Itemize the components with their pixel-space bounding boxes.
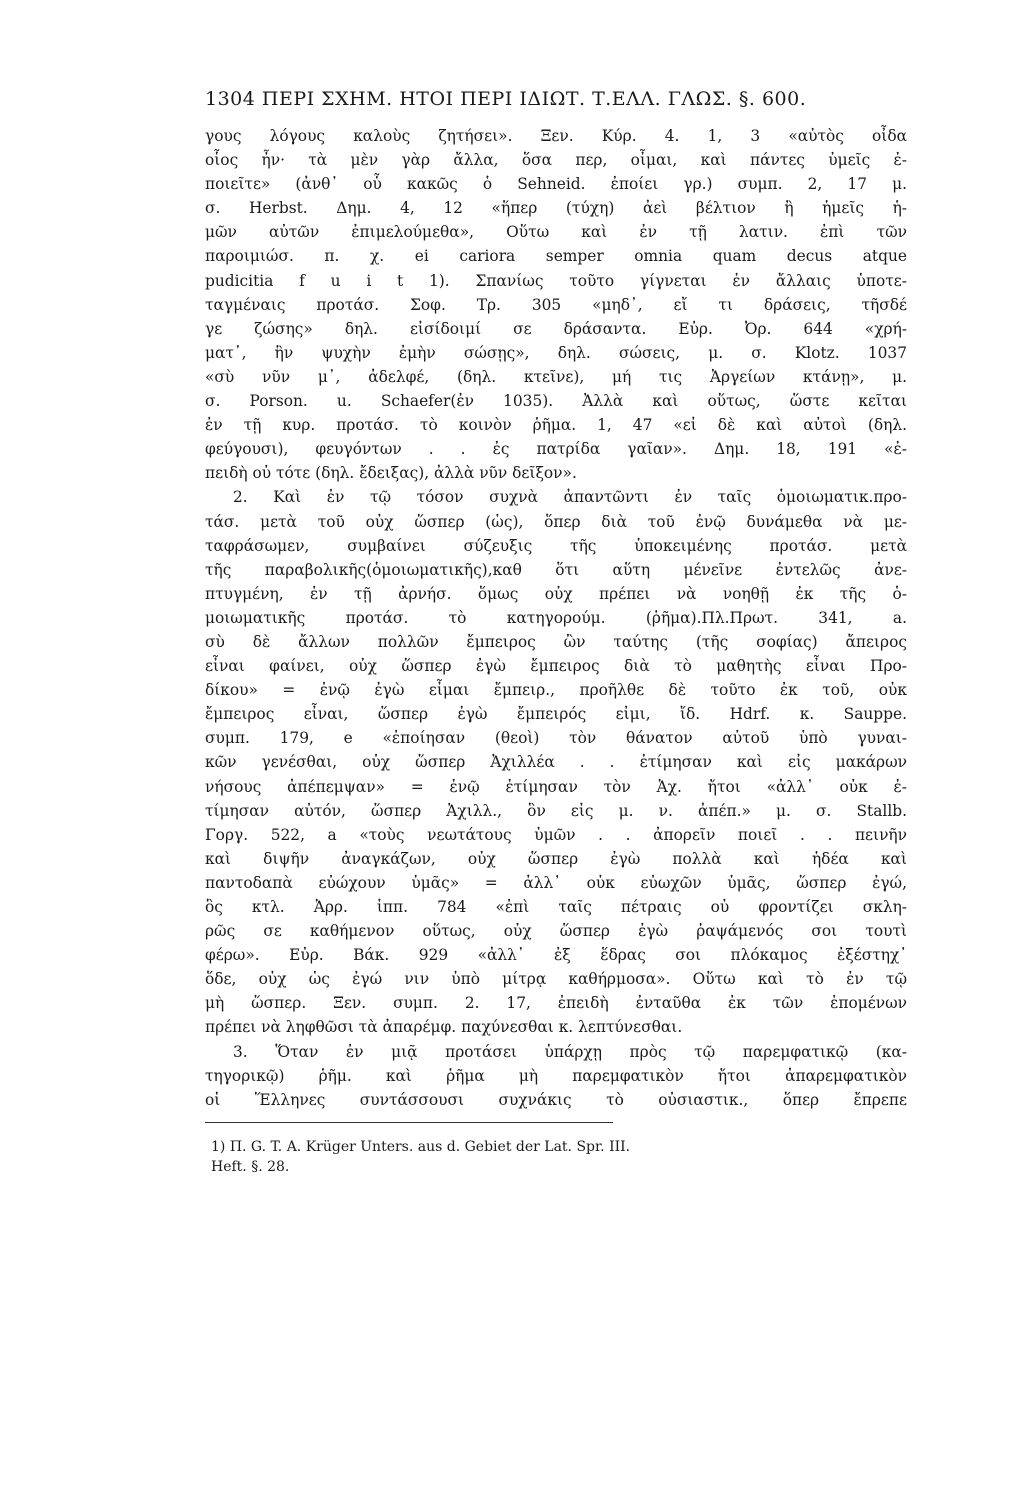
text-line: «σὺ νῦν μ᾽, ἀδελφέ, (δηλ. κτεῖνε), μή τις Ἀργείων κτάνῃ», μ.	[205, 367, 907, 386]
text-line: μὴ ὥσπερ. Ξεν. συμπ. 2. 17, ἐπειδὴ ἐνταῦθα ἐκ τῶν ἑπομένων	[205, 994, 907, 1013]
text-line: Γοργ. 522, a «τοὺς νεωτάτους ὑμῶν . . ἀπορεῖν ποιεῖ . . πεινῆν	[205, 825, 907, 844]
text-line: ἔμπειρος εἶναι, ὥσπερ ἐγὼ ἔμπειρός εἰμι, ἴδ. Hdrf. κ. Sauppe.	[205, 705, 907, 724]
text-line: εἶναι φαίνει, οὐχ ὥσπερ ἐγὼ ἔμπειρος διὰ τὸ μαθητὴς εἶναι Προ-	[205, 657, 907, 676]
text-line: γους λόγους καλοὺς ζητήσει». Ξεν. Κύρ. 4. 1, 3 «αὐτὸς οἶδα	[205, 127, 907, 145]
text-line: ταγμέναις προτάσ. Σοφ. Τρ. 305 «μηδ᾽, εἴ τι δράσεις, τῆσδέ	[205, 295, 907, 314]
footnote-divider	[205, 1122, 613, 1123]
text-line: σ. Herbst. Δημ. 4, 12 «ἥπερ (τύχη) ἀεὶ βέλτιον ἢ ἡμεῖς ἡ-	[205, 199, 907, 218]
text-line: τάσ. μετὰ τοῦ οὐχ ὥσπερ (ὡς), ὅπερ διὰ τοῦ ἐνῷ δυνάμεθα νὰ με-	[205, 512, 907, 531]
footnote-line: Heft. §. 28.	[211, 1158, 290, 1175]
text-line: ματ᾽, ἣν ψυχὴν ἐμὴν σώσῃς», δηλ. σώσεις, μ. σ. Klotz. 1037	[205, 343, 907, 362]
text-line: ρῶς σε καθήμενον οὕτως, οὐχ ὥσπερ ἐγὼ ῥαψάμενός σοι τουτὶ	[205, 922, 907, 941]
text-line: μῶν αὐτῶν ἐπιμελούμεθα», Οὕτω καὶ ἐν τῇ λατιν. ἐπὶ τῶν	[205, 223, 907, 242]
text-line: οἷος ἦν· τὰ μὲν γὰρ ἄλλα, ὅσα περ, οἶμαι, καὶ πάντες ὑμεῖς ἐ-	[205, 151, 907, 170]
body-text	[205, 124, 907, 1112]
text-line: φεύγουσι), φευγόντων . . ἐς πατρίδα γαῖαν». Δημ. 18, 191 «ἐ-	[205, 440, 907, 459]
text-line: μοιωματικῆς προτάσ. τὸ κατηγορούμ. (ῥῆμα).Πλ.Πρωτ. 341, a.	[205, 608, 907, 627]
text-line: φέρω». Εὐρ. Βάκ. 929 «ἀλλ᾽ ἐξ ἕδρας σοι πλόκαμος ἐξέστηχ᾽	[205, 946, 907, 965]
text-line: ταφράσωμεν, συμβαίνει σύζευξις τῆς ὑποκειμένης προτάσ. μετὰ	[205, 536, 907, 555]
footnote-line: 1) Π. G. T. A. Krüger Unters. aus d. Gebiet der Lat. Spr. III.	[211, 1138, 631, 1155]
paragraph-start-3: 3. Ὅταν ἐν μιᾷ προτάσει ὑπάρχῃ πρὸς τῷ παρεμφατικῷ (κα-	[233, 1042, 907, 1061]
text-line: κῶν γενέσθαι, οὐχ ὥσπερ Ἀχιλλέα . . ἐτίμησαν καὶ εἰς μακάρων	[205, 753, 907, 772]
book-page	[205, 88, 907, 1177]
text-line: νήσους ἀπέπεμψαν» = ἐνῷ ἐτίμησαν τὸν Ἀχ. ἤτοι «ἀλλ᾽ οὐκ ἐ-	[205, 777, 907, 796]
text-line: δίκου» = ἐνῷ ἐγὼ εἶμαι ἔμπειρ., προῆλθε δὲ τοῦτο ἐκ τοῦ, οὐκ	[205, 681, 907, 700]
text-line: πειδὴ οὐ τότε (δηλ. ἔδειξας), ἀλλὰ νῦν δεῖξον».	[205, 464, 577, 483]
text-line: σὺ δὲ ἄλλων πολλῶν ἔμπειρος ὢν ταύτης (τῆς σοφίας) ἄπειρος	[205, 632, 907, 651]
text-line: ἐν τῇ κυρ. προτάσ. τὸ κοινὸν ῥῆμα. 1, 47 «εἰ δὲ καὶ αὐτοὶ (δηλ.	[205, 416, 907, 435]
text-line: παροιμιώσ. π. χ. ei cariora semper omnia quam decus atque	[205, 247, 907, 266]
text-line: πρέπει νὰ ληφθῶσι τὰ ἀπαρέμφ. παχύνεσθαι κ. λεπτύνεσθαι.	[205, 1018, 683, 1037]
running-head: 1304 ΠΕΡΙ ΣΧΗΜ. ΗΤΟΙ ΠΕΡΙ ΙΔΙΩΤ. Τ.ΕΛΛ. ΓΛΩΣ. §. 600.	[205, 88, 807, 110]
text-line: καὶ διψῆν ἀναγκάζων, οὐχ ὥσπερ ἐγὼ πολλὰ καὶ ἡδέα καὶ	[205, 849, 907, 868]
text-line: ὅδε, οὐχ ὡς ἐγώ νιν ὑπὸ μίτρᾳ καθήρμοσα». Οὕτω καὶ τὸ ἐν τῷ	[205, 970, 907, 989]
text-line: pudicitia f u i t 1). Σπανίως τοῦτο γίγνεται ἐν ἄλλαις ὑποτε-	[205, 271, 907, 290]
text-line: πτυγμένη, ἐν τῇ ἀρνήσ. ὅμως οὐχ πρέπει νὰ νοηθῇ ἐκ τῆς ὁ-	[205, 584, 907, 603]
text-line: παντοδαπὰ εὐώχουν ὑμᾶς» = ἀλλ᾽ οὐκ εὐωχῶν ὑμᾶς, ὥσπερ ἐγώ,	[205, 873, 907, 892]
text-line: τίμησαν αὐτόν, ὥσπερ Ἀχιλλ., ὃν εἰς μ. ν. ἀπέπ.» μ. σ. Stallb.	[205, 801, 907, 820]
text-line: τηγορικῷ) ῥῆμ. καὶ ῥῆμα μὴ παρεμφατικὸν ἤτοι ἀπαρεμφατικὸν	[205, 1066, 907, 1085]
text-line: οἱ Ἕλληνες συντάσσουσι συχνάκις τὸ οὐσιαστικ., ὅπερ ἔπρεπε	[205, 1090, 907, 1109]
text-line: σ. Porson. u. Schaefer(ἐν 1035). Ἀλλὰ καὶ οὕτως, ὥστε κεῖται	[205, 392, 907, 411]
paragraph-start-2: 2. Καὶ ἐν τῷ τόσον συχνὰ ἀπαντῶντι ἐν ταῖς ὁμοιωματικ.προ-	[233, 488, 907, 507]
text-line: συμπ. 179, e «ἐποίησαν (θεοὶ) τὸν θάνατον αὐτοῦ ὑπὸ γυναι-	[205, 729, 907, 748]
text-line: γε ζώσης» δηλ. εἰσίδοιμί σε δράσαντα. Εὐρ. Ὀρ. 644 «χρή-	[205, 319, 907, 338]
text-line: ὃς κτλ. Ἀρρ. ἱππ. 784 «ἐπὶ ταῖς πέτραις οὐ φροντίζει σκλη-	[205, 898, 907, 916]
footnote	[205, 1137, 907, 1177]
text-line: τῆς παραβολικῆς(ὁμοιωματικῆς),καθ ὅτι αὕτη μένεῖνε ἐντελῶς ἀνε-	[205, 560, 907, 579]
text-line: ποιεῖτε» (ἀνθ᾽ οὗ κακῶς ὁ Sehneid. ἐποίει γρ.) συμπ. 2, 17 μ.	[205, 175, 907, 194]
